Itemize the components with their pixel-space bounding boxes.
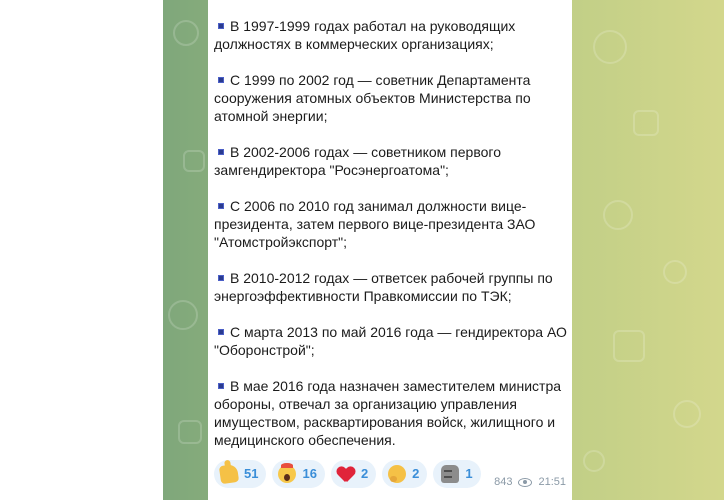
reaction-count: 2 <box>412 466 420 481</box>
bullet-icon <box>218 275 224 281</box>
message-bubble[interactable] <box>208 0 572 500</box>
reaction-count: 51 <box>244 466 259 481</box>
list-item: В мае 2016 года назначен заместителем министра обороны, отвечал за организацию управления имуществом, расквартирования войск, жилищного и медицинского обеспечения. <box>214 378 562 448</box>
wallpaper-doodle <box>663 260 687 284</box>
wallpaper-doodle <box>168 300 198 330</box>
bullet-icon <box>218 149 224 155</box>
reaction-red-heart[interactable] <box>331 460 376 488</box>
list-item: В 1997-1999 годах работал на руководящих должностях в коммерческих организациях; <box>214 18 516 52</box>
wallpaper-doodle <box>593 30 627 64</box>
bullet-icon <box>218 329 224 335</box>
wallpaper-doodle <box>613 330 645 362</box>
list-item: В 2002-2006 годах — советником первого замгендиректора "Росэнергоатома"; <box>214 144 501 178</box>
bullet-icon <box>218 23 224 29</box>
reaction-count: 16 <box>302 466 317 481</box>
eye-icon <box>518 478 532 487</box>
reaction-count: 2 <box>360 466 369 481</box>
reaction-thinking-face[interactable] <box>382 460 427 488</box>
exploding-head-icon <box>278 465 296 483</box>
view-count: 843 <box>494 476 513 488</box>
wallpaper-doodle <box>603 200 633 230</box>
list-item: С марта 2013 по май 2016 года — гендиректора АО "Оборонстрой"; <box>214 324 567 358</box>
list-item: С 1999 по 2002 год — советник Департамента сооружения атомных объектов Министерства по атомной энергии; <box>214 72 531 124</box>
thinking-face-icon <box>388 465 406 483</box>
message-time: 21:51 <box>538 476 566 488</box>
reactions-bar <box>214 460 481 488</box>
reaction-count: 1 <box>465 466 473 481</box>
bullet-icon <box>218 383 224 389</box>
message-meta <box>494 476 566 488</box>
list-item: В 2010-2012 годах — ответсек рабочей группы по энергоэффективности Правкомиссии по ТЭК; <box>214 270 553 304</box>
wallpaper-doodle <box>583 450 605 472</box>
moai-icon <box>441 465 459 483</box>
red-heart-icon <box>337 465 355 483</box>
bullet-icon <box>218 203 224 209</box>
wallpaper-doodle <box>673 400 701 428</box>
wallpaper-doodle <box>173 20 199 46</box>
reaction-exploding-head[interactable] <box>272 460 324 488</box>
wallpaper-doodle <box>178 420 202 444</box>
thumbs-up-icon <box>219 464 239 484</box>
bullet-icon <box>218 77 224 83</box>
message-text <box>214 17 570 467</box>
list-item: С 2006 по 2010 год занимал должности вице-президента, затем первого вице-президента ЗАО "Атомстройэкспорт"; <box>214 198 536 250</box>
reaction-thumbs-up[interactable] <box>214 460 266 488</box>
wallpaper-doodle <box>183 150 205 172</box>
reaction-moai[interactable] <box>433 460 480 488</box>
wallpaper-doodle <box>633 110 659 136</box>
